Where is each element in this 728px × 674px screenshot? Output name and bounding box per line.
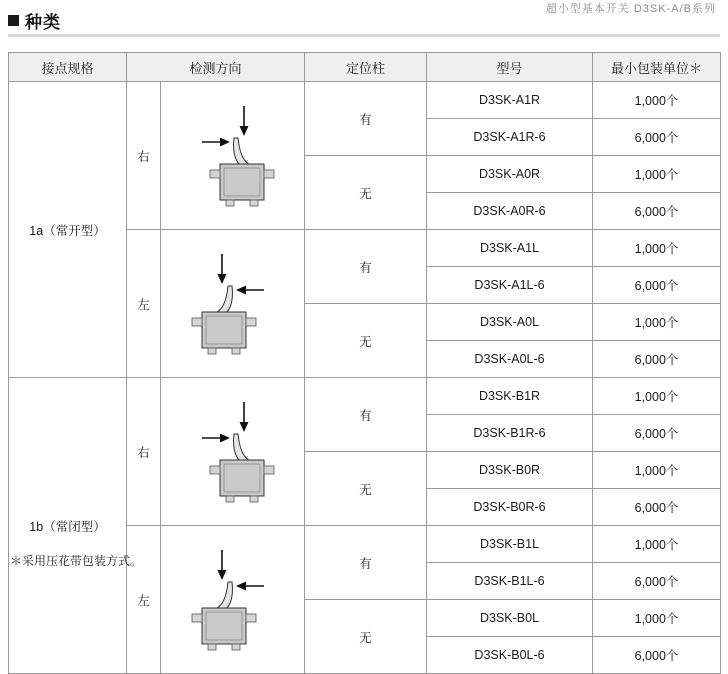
table-footnote: ＊采用压花带包装方式。 bbox=[10, 554, 143, 568]
col-header-model: 型号 bbox=[427, 53, 593, 82]
packing-cell: 1,000个 bbox=[593, 156, 721, 193]
packing-cell: 1,000个 bbox=[593, 304, 721, 341]
table-row bbox=[9, 82, 721, 119]
model-cell: D3SK-B1L-6 bbox=[427, 563, 593, 600]
direction-label: 右 bbox=[127, 378, 161, 526]
post-cell: 无 bbox=[305, 452, 427, 526]
spec-table-wrapper bbox=[8, 52, 720, 674]
square-marker-icon bbox=[8, 15, 19, 26]
model-cell: D3SK-A1R bbox=[427, 82, 593, 119]
model-cell: D3SK-A0L-6 bbox=[427, 341, 593, 378]
spec-table-body bbox=[9, 82, 721, 674]
packing-cell: 1,000个 bbox=[593, 452, 721, 489]
model-cell: D3SK-B0R bbox=[427, 452, 593, 489]
packing-cell: 6,000个 bbox=[593, 267, 721, 304]
contact-spec-cell: 1a（常开型） bbox=[9, 82, 127, 378]
table-row bbox=[9, 378, 721, 415]
packing-cell: 6,000个 bbox=[593, 563, 721, 600]
spec-table bbox=[8, 52, 721, 674]
packing-cell: 1,000个 bbox=[593, 526, 721, 563]
post-cell: 无 bbox=[305, 156, 427, 230]
model-cell: D3SK-B1R-6 bbox=[427, 415, 593, 452]
switch-right-arrow-icon bbox=[161, 378, 305, 526]
packing-cell: 1,000个 bbox=[593, 600, 721, 637]
post-cell: 有 bbox=[305, 378, 427, 452]
model-cell: D3SK-A1L-6 bbox=[427, 267, 593, 304]
page-top-note: 超小型基本开关 D3SK-A/B系列 bbox=[545, 3, 716, 15]
direction-label: 左 bbox=[127, 230, 161, 378]
model-cell: D3SK-B1L bbox=[427, 526, 593, 563]
page-title: 种类 bbox=[25, 13, 61, 32]
post-cell: 无 bbox=[305, 304, 427, 378]
packing-cell: 1,000个 bbox=[593, 82, 721, 119]
packing-cell: 1,000个 bbox=[593, 378, 721, 415]
section-heading bbox=[8, 8, 61, 33]
post-cell: 有 bbox=[305, 230, 427, 304]
direction-label: 右 bbox=[127, 82, 161, 230]
col-header-direction: 检测方向 bbox=[127, 53, 305, 82]
packing-cell: 6,000个 bbox=[593, 637, 721, 674]
model-cell: D3SK-A0R bbox=[427, 156, 593, 193]
packing-cell: 6,000个 bbox=[593, 341, 721, 378]
model-cell: D3SK-A1L bbox=[427, 230, 593, 267]
table-header-row bbox=[9, 53, 721, 82]
model-cell: D3SK-B0R-6 bbox=[427, 489, 593, 526]
col-header-packing: 最小包装单位＊ bbox=[593, 53, 721, 82]
model-cell: D3SK-B0L bbox=[427, 600, 593, 637]
heading-rule bbox=[8, 34, 720, 37]
switch-right-arrow-icon bbox=[161, 82, 305, 230]
post-cell: 有 bbox=[305, 526, 427, 600]
packing-cell: 6,000个 bbox=[593, 119, 721, 156]
direction-label: 左 bbox=[127, 526, 161, 674]
packing-cell: 6,000个 bbox=[593, 193, 721, 230]
packing-cell: 1,000个 bbox=[593, 230, 721, 267]
switch-left-arrow-icon bbox=[161, 230, 305, 378]
switch-left-arrow-icon bbox=[161, 526, 305, 674]
contact-spec-cell: 1b（常闭型） bbox=[9, 378, 127, 674]
model-cell: D3SK-A1R-6 bbox=[427, 119, 593, 156]
model-cell: D3SK-A0L bbox=[427, 304, 593, 341]
col-header-post: 定位柱 bbox=[305, 53, 427, 82]
post-cell: 有 bbox=[305, 82, 427, 156]
col-header-contact: 接点规格 bbox=[9, 53, 127, 82]
post-cell: 无 bbox=[305, 600, 427, 674]
packing-cell: 6,000个 bbox=[593, 415, 721, 452]
packing-cell: 6,000个 bbox=[593, 489, 721, 526]
model-cell: D3SK-B1R bbox=[427, 378, 593, 415]
model-cell: D3SK-B0L-6 bbox=[427, 637, 593, 674]
model-cell: D3SK-A0R-6 bbox=[427, 193, 593, 230]
